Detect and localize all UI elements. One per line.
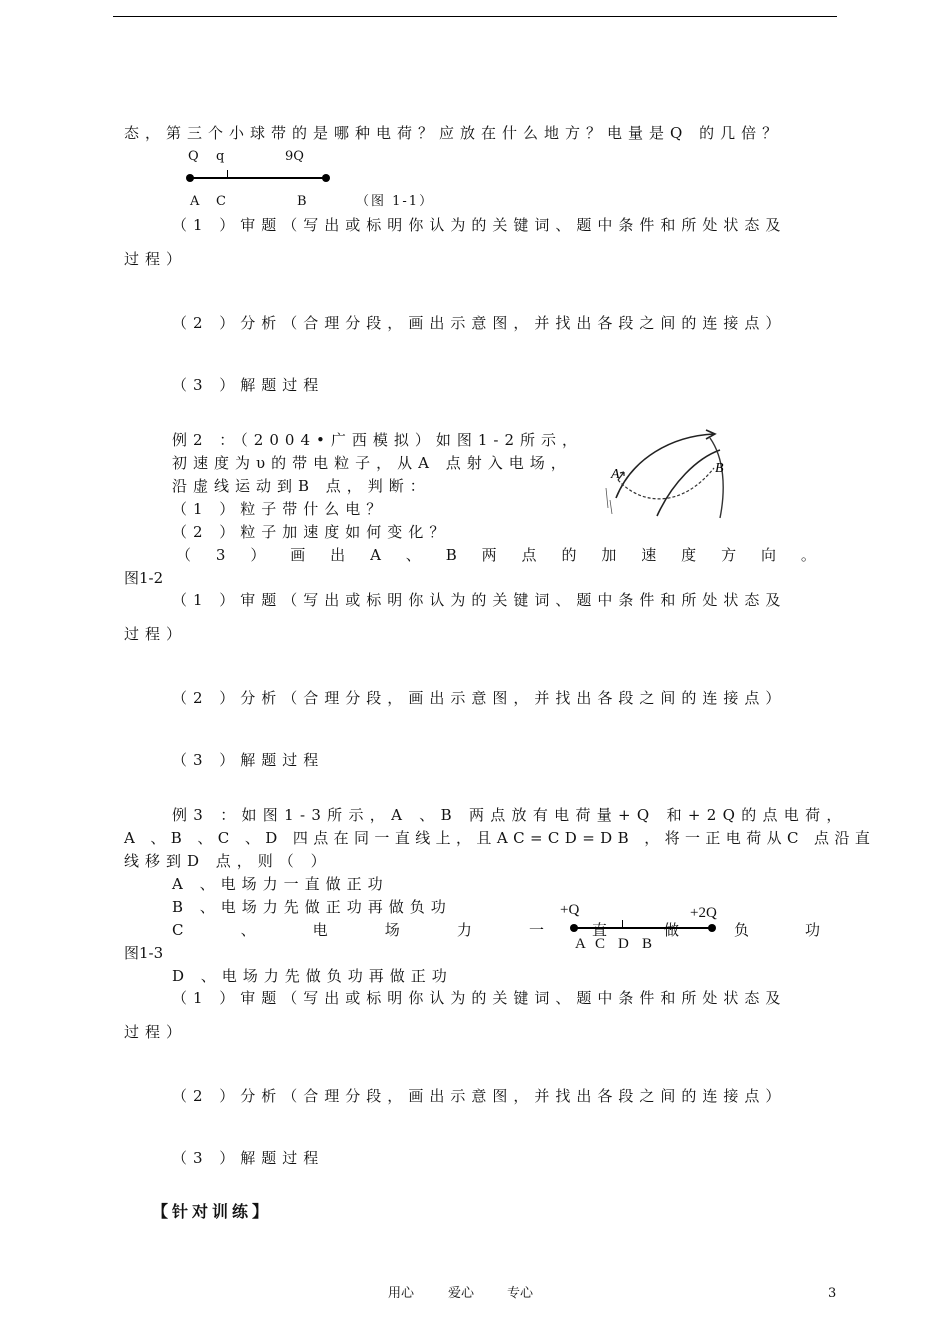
ex3-optD: D 、电场力先做负功再做正功 [172, 967, 453, 985]
ex3-optC-tail-part: 功 [804, 921, 820, 939]
fig13-line [574, 927, 712, 929]
fig13-point-B: B [642, 936, 653, 952]
ex3-optC-part: 电 [312, 921, 328, 939]
page-number: 3 [828, 1286, 837, 1301]
ex2-q3-part: 出 [330, 546, 346, 564]
fig12-scribble [606, 488, 612, 514]
fig12-point-B: B [715, 461, 724, 476]
ex2-q3-part: 向 [760, 546, 776, 564]
fig11-label-q: q [216, 149, 225, 164]
ex3-line2: A 、B 、C 、D 四点在同一直线上，且AC=CD=DB ，将一正电荷从C 点沿直 [124, 829, 876, 847]
ex2-step1-cont: 过程） [124, 625, 188, 643]
fig11-label-C: C [216, 194, 226, 209]
fig11-caption: （图 1-1） [356, 194, 435, 209]
ex2-q3-part: 两 [481, 546, 497, 564]
ex2-q3-part: 度 [681, 546, 697, 564]
figure-1-2 [602, 428, 732, 520]
ex2-fig-label: 图1-2 [124, 569, 164, 587]
ex1-step2: （2 ）分析（合理分段，画出示意图，并找出各段之间的连接点） [172, 314, 787, 332]
fig13-charge-plusQ: +Q [560, 902, 580, 918]
fig13-tick-C [622, 920, 623, 929]
footer-word: 专心 [507, 1286, 534, 1301]
fig13-point-A: A [575, 936, 586, 952]
ex3-optA: A 、电场力一直做正功 [172, 875, 389, 893]
ex2-q3-part: A [370, 546, 381, 564]
ex2-q3-part: 画 [290, 546, 306, 564]
ex3-optC-tail [734, 920, 820, 940]
fig12-field-line [616, 434, 714, 498]
ex2-q3-part: B [445, 546, 457, 564]
fig13-point-C: C [595, 936, 606, 952]
ex2-q2: （2 ）粒子加速度如何变化？ [172, 523, 451, 541]
fig12-field-line [710, 438, 723, 518]
footer-word: 用心 [388, 1286, 415, 1301]
header-rule [113, 16, 837, 17]
ex2-q3 [176, 545, 816, 565]
footer-word: 爱心 [448, 1286, 475, 1301]
fig13-charge-plus2Q: +2Q [690, 905, 717, 921]
fig13-dot-B [708, 924, 716, 932]
fig11-label-A: A [190, 194, 200, 209]
ex2-q3-part: 速 [641, 546, 657, 564]
ex2-q3-part: 3 [215, 546, 226, 564]
ex2-q3-part: 的 [561, 546, 577, 564]
ex1-step1-cont: 过程） [124, 250, 188, 268]
ex3-optC-part: 力 [456, 921, 472, 939]
fig11-label-Q: Q [188, 149, 199, 164]
ex3-optC-tail-part: 负 [734, 921, 750, 939]
ex2-q3-part: 。 [800, 546, 816, 564]
ex2-q3-part: ） [250, 546, 266, 564]
ex1-step1: （1 ）审题（写出或标明你认为的关键词、题中条件和所处状态及 [172, 216, 787, 234]
fig13-point-D: D [618, 936, 629, 952]
section-title: 【针对训练】 [152, 1202, 273, 1221]
intro-line: 态，第三个小球带的是哪种电荷？应放在什么地方？电量是Q 的几倍？ [124, 124, 784, 142]
ex2-line2: 初速度为υ的带电粒子，从A 点射入电场， [172, 454, 572, 472]
ex3-optC-part: 、 [240, 921, 256, 939]
ex3-optC-part: C [172, 921, 184, 939]
ex2-q3-part: 、 [405, 546, 421, 564]
ex2-q3-part: 方 [721, 546, 737, 564]
ex2-step3: （3 ）解题过程 [172, 751, 325, 769]
ex1-step3: （3 ）解题过程 [172, 376, 325, 394]
fig11-dot-B [322, 174, 330, 182]
ex2-q3-part: （ [176, 546, 192, 564]
fig11-label-B: B [297, 194, 307, 209]
fig11-label-9Q: 9Q [285, 149, 304, 164]
ex3-step3: （3 ）解题过程 [172, 1149, 325, 1167]
ex3-optB: B 、电场力先做正功再做负功 [172, 898, 452, 916]
ex3-optC-part: 一 [528, 921, 544, 939]
ex3-step2: （2 ）分析（合理分段，画出示意图，并找出各段之间的连接点） [172, 1087, 787, 1105]
fig12-trajectory [618, 468, 714, 499]
fig11-line [190, 177, 328, 179]
fig11-tick-C [227, 170, 228, 179]
ex2-q1: （1 ）粒子带什么电？ [172, 500, 388, 518]
ex3-step1-cont: 过程） [124, 1023, 188, 1041]
ex2-line3: 沿虚线运动到B 点，判断： [172, 477, 431, 495]
ex2-step2: （2 ）分析（合理分段，画出示意图，并找出各段之间的连接点） [172, 689, 787, 707]
ex3-step1: （1 ）审题（写出或标明你认为的关键词、题中条件和所处状态及 [172, 989, 787, 1007]
ex3-optC-head [172, 920, 544, 940]
ex2-q3-part: 点 [521, 546, 537, 564]
ex3-fig-label: 图1-3 [124, 944, 164, 962]
ex3-line3: 线移到D 点，则（ ） [124, 852, 332, 870]
ex3-line1: 例3 ：如图1-3所示，A 、B 两点放有电荷量+Q 和+2Q的点电荷， [172, 806, 848, 824]
fig12-field-line [657, 450, 720, 516]
fig12-point-A: A [611, 467, 620, 482]
fig13-overlap-text: 直 [592, 921, 608, 939]
fig13-overlap-text: 做 [664, 921, 680, 939]
ex2-line1: 例2 ：（2004•广西模拟）如图1-2所示， [172, 431, 583, 449]
ex2-q3-part: 加 [601, 546, 617, 564]
ex3-optC-part: 场 [384, 921, 400, 939]
ex2-step1: （1 ）审题（写出或标明你认为的关键词、题中条件和所处状态及 [172, 591, 787, 609]
